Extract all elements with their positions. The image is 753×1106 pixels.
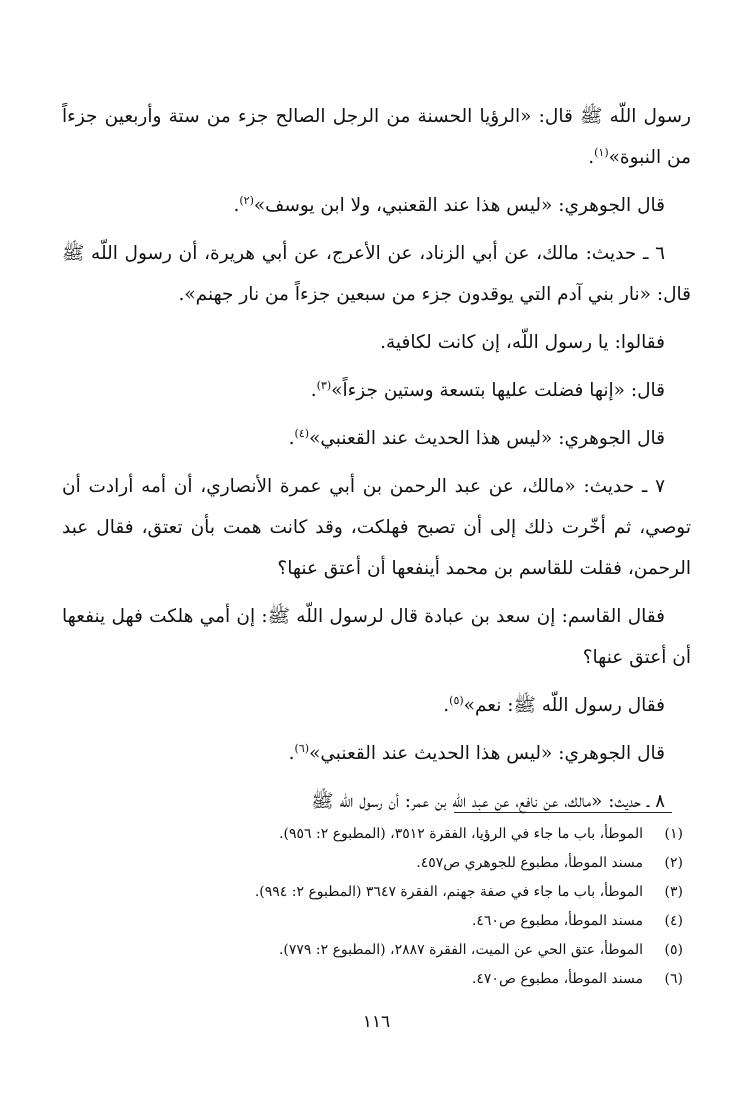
main-text (62, 96, 691, 829)
paragraph-text: قال: «إنها فضلت عليها بتسعة وستين جزءاً» (331, 380, 665, 401)
footnote-ref: (٤) (294, 426, 310, 440)
footnote (62, 965, 683, 994)
footnote-ref: (٢) (239, 193, 254, 207)
paragraph (62, 733, 691, 774)
paragraph-text: فقالوا: يا رسول اللّه، إن كانت لكافية. (380, 332, 665, 353)
paragraph-text: فقال القاسم: إن سعد بن عبادة قال لرسول اللّه ﷺ: إن أمي هلكت فهل ينفعها أن أعتق عنها؟ (62, 606, 691, 668)
paragraph (62, 185, 691, 226)
footnote (62, 936, 683, 965)
paragraph-text: ٧ ـ حديث: «مالك، عن عبد الرحمن بن أبي عمرة الأنصاري، أن أمه أرادت أن توصي، ثم أخّرت ذلك إلى أن تصبح فهلكت، وقد كانت همت بأن تعتق، فقال عبد الرحمن، فقلت للقاسم بن محمد أينفعها أن أعتق عنها؟ (62, 476, 691, 579)
footnote-text: مسند الموطأ، مطبوع ص٤٦٠. (471, 913, 643, 929)
paragraph-end: . (233, 195, 240, 216)
paragraph-text: قال الجوهري: «ليس هذا عند القعنبي، ولا ابن يوسف» (253, 195, 665, 216)
paragraph (62, 596, 691, 678)
paragraph-end: . (288, 743, 295, 764)
footnote-number: (٤) (664, 913, 683, 929)
paragraph (62, 418, 691, 459)
paragraph (62, 96, 691, 178)
paragraph-text: قال الجوهري: «ليس هذا الحديث عند القعنبي» (309, 428, 665, 449)
paragraph-text: ٨ ـ حديث: «مالك، عن نافع، عن عبد اللّه بن عمر: أن رسول اللّه ﷺ (311, 791, 665, 812)
paragraph-text: رسول اللّه ﷺ قال: «الرؤيا الحسنة من الرجل الصالح جزء من ستة وأربعين جزءاً من النبوة» (62, 106, 691, 168)
footnote-text: الموطأ، باب ما جاء في صفة جهنم، الفقرة ٣٦٤٧ (المطبوع ٢: ٩٩٤). (254, 884, 643, 900)
footnote-ref: (٥) (449, 693, 464, 707)
footnote-ref: (٣) (316, 378, 332, 392)
footnote (62, 878, 683, 907)
footnotes (62, 820, 683, 994)
footnote-text: مسند الموطأ، مطبوع ص٤٧٠. (471, 971, 643, 987)
footnote-text: الموطأ، عتق الحي عن الميت، الفقرة ٢٨٨٧، (المطبوع ٢: ٧٧٩). (278, 942, 643, 958)
footnote-number: (٢) (664, 855, 683, 871)
paragraph-text: فقال رسول اللّه ﷺ: نعم» (463, 695, 665, 716)
footnote-ref: (١) (594, 145, 609, 159)
paragraph (62, 370, 691, 411)
footnote-text: الموطأ، باب ما جاء في الرؤيا، الفقرة ٣٥١٢، (المطبوع ٢: ٩٥٦). (279, 826, 643, 842)
paragraph-end: . (588, 147, 595, 168)
page-number: ١١٦ (362, 1012, 391, 1032)
footnote (62, 849, 683, 878)
footnote-separator (454, 812, 672, 813)
paragraph-end: . (288, 428, 295, 449)
footnote-number: (٦) (664, 971, 683, 987)
paragraph (62, 781, 691, 822)
paragraph (62, 466, 691, 589)
paragraph-text: قال الجوهري: «ليس هذا الحديث عند القعنبي» (309, 743, 665, 764)
footnote-text: مسند الموطأ، مطبوع للجوهري ص٤٥٧. (416, 855, 643, 871)
footnote-number: (١) (664, 826, 683, 842)
paragraph-end: . (443, 695, 450, 716)
footnote-ref: (٦) (294, 741, 310, 755)
paragraph (62, 685, 691, 726)
footnote-number: (٥) (664, 942, 683, 958)
paragraph-text: ٦ ـ حديث: مالك، عن أبي الزناد، عن الأعرج، عن أبي هريرة، أن رسول اللّه ﷺ قال: «نار بني آدم التي يوقدون جزء من سبعين جزءاً من نار جهنم». (62, 243, 691, 305)
paragraph (62, 233, 691, 315)
footnote-number: (٣) (664, 884, 683, 900)
footnote (62, 820, 683, 849)
paragraph (62, 322, 691, 363)
footnote (62, 907, 683, 936)
paragraph-end: . (310, 380, 317, 401)
